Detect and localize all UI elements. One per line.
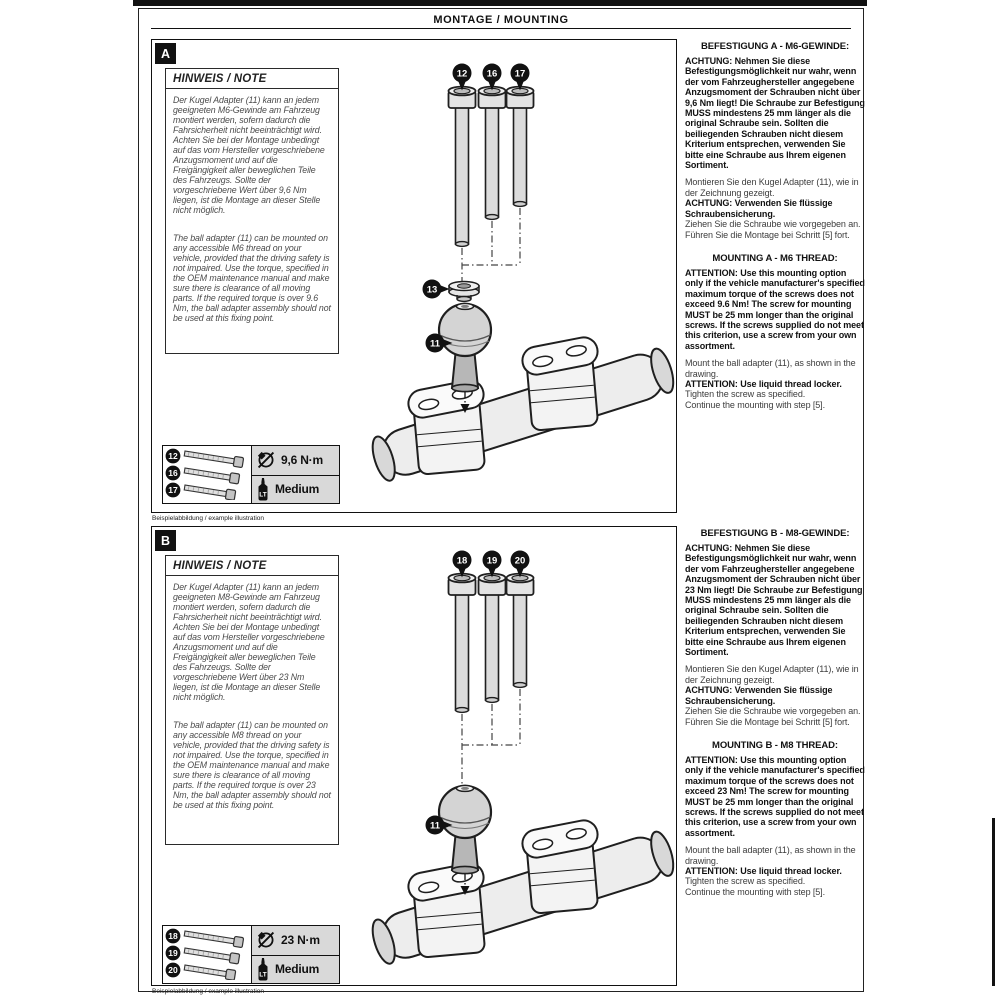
instruction-step: Tighten the screw as specified. [685, 876, 806, 887]
screw-16 [479, 87, 506, 220]
balloon-number: 20 [514, 555, 526, 567]
warning-text: ATTENTION: Use this mounting option only if the vehicle manufacturer's specified maximum torque of the screws does not exceed 23 Nm! The screw for mounting MUST be 25 mm longer than the original screws. If the screws supplied do not meet this criterion, use a screw from your own assortment. [685, 754, 865, 838]
note-english-text: The ball adapter (11) can be mounted on any accessible M6 thread on your vehicle, provided that the driving safety is not impaired. Use the torque, specified in the OEM maintenance manual and make sure there is clearance of all moving parts. If the required torque is over 9.6 Nm, the ball adapter assembly should not be used at this fixing point. [173, 233, 331, 323]
page-title: MONTAGE / MOUNTING [433, 14, 569, 26]
screw-shaft [514, 593, 527, 685]
screw-icon-thread [223, 955, 224, 959]
header-rule [151, 28, 851, 29]
screw-icon-shaft [184, 485, 226, 497]
instruction-step: Tighten the screw as specified. [685, 389, 806, 400]
screw-18 [449, 574, 476, 713]
screw-tip [456, 242, 469, 247]
balloon-number: 17 [514, 68, 526, 80]
manual-sheet [138, 8, 865, 995]
screw-icon-thread [198, 934, 199, 938]
note-english-text: The ball adapter (11) can be mounted on any accessible M8 thread on your vehicle, provided that the driving safety is not impaired. Use the torque, specified in the OEM maintenance manual and make sure there is clearance of all moving parts. If the required torque is over 23 Nm, the ball adapter assembly should not be used at this fixing point. [173, 720, 331, 810]
handlebar-assembly [368, 335, 677, 483]
panel-a-badge: A [155, 43, 176, 64]
screw-icon-thread [213, 490, 214, 494]
screw-shaft [486, 106, 499, 217]
threadlocker-bottle-icon [256, 478, 270, 501]
mounting-heading: BEFESTIGUNG B - M8-GEWINDE: [700, 528, 850, 539]
note-body [166, 89, 338, 345]
screw-icon-thread [203, 934, 204, 938]
screw-icon-thread [193, 933, 194, 937]
warning-text: ACHTUNG: Nehmen Sie diese Befestigungsmöglichkeit nur wahr, wenn der vom Fahrzeughersteller angegebene Anzugsmoment der Schrauben nicht über 23 Nm liegt! Die Schraube zur Befestigung MUSS mindestens 25 mm länger als die original Schraube sein. Sollten die beiliegenden Schrauben nicht diesem Kriterium entsprechen, verwenden Sie bitte eine Schraube aus Ihrem eigenen Sortiment. [685, 543, 863, 658]
screw-icon-thread [193, 470, 194, 474]
instruction-step: ACHTUNG: Verwenden Sie flüssige Schraubensicherung. [685, 198, 833, 219]
instruction-step: Mount the ball adapter (11), as shown in the drawing. [685, 845, 856, 866]
screw-icon-thread [203, 488, 204, 492]
ball [439, 304, 491, 356]
screw-icon-thread [198, 968, 199, 972]
ball-top-hole-inner [461, 787, 469, 790]
screw-icon-thread [193, 487, 194, 491]
warning-text: ATTENTION: Use this mounting option only if the vehicle manufacturer's specified maximum torque of the screws does not exceed 9.6 Nm! The screw for mounting MUST be 25 mm longer than the original screws. If the screws supplied do not meet this criterion, use a screw from your own assortment. [685, 267, 865, 351]
locker-strength: Medium [275, 482, 320, 497]
screw-icon-thread [223, 475, 224, 479]
note-german-text: Der Kugel Adapter (11) kann an jedem geeigneten M8-Gewinde am Fahrzeug montiert werden, sofern dadurch die Fahrsicherheit nicht beeinträchtigt wird. Achten Sie bei der Montage unbedingt auf das vom Hersteller vorgeschriebene Anzugsmoment und auf die Freigängigkeit aller beweglichen Teile des Fahrzeugs. Sollte der vorgeschriebene Wert über 23 Nm liegen, ist die Montage an dieser Stelle nicht möglich. [173, 582, 325, 702]
ball-top-hole-inner [461, 305, 469, 308]
screw-icon-thread [193, 950, 194, 954]
part-balloon-18 [166, 929, 181, 944]
balloon-number: 12 [456, 68, 468, 80]
instruction-step: Ziehen Sie die Schraube wie vorgegeben an. [685, 706, 861, 717]
screw-tip [514, 683, 527, 688]
warning-text: ACHTUNG: Nehmen Sie diese Befestigungsmöglichkeit nur wahr, wenn der vom Fahrzeughersteller angegebene Anzugsmoment der Schrauben nicht über 9,6 Nm liegt! Die Schraube zur Befestigung MUSS mindestens 25 mm länger als die original Schraube sein. Sollten die beiliegenden Schrauben nicht diesem Kriterium entsprechen, verwenden Sie bitte eine Schraube aus Ihrem eigenen Sortiment. [685, 56, 865, 171]
balloon-number: 16 [486, 68, 498, 80]
screw-icon-thread [213, 970, 214, 974]
instruction-step: ATTENTION: Use liquid thread locker. [685, 378, 842, 389]
part-balloon-13 [423, 280, 450, 299]
handlebar-assembly [368, 818, 677, 966]
ball-adapter-11 [439, 303, 491, 391]
washer-hole [458, 284, 471, 288]
spec-rows [251, 926, 339, 983]
threadlocker-spec-row [252, 475, 339, 504]
locker-strength: Medium [275, 962, 320, 977]
screw-icon-thread [198, 488, 199, 492]
balloon-number: 20 [168, 965, 178, 976]
ball-adapter-11 [439, 785, 491, 873]
bottle-label: LT [259, 491, 267, 499]
torque-wrench-icon [256, 930, 276, 950]
screw-icon-thread [213, 456, 214, 460]
instruction-step: Montieren Sie den Kugel Adapter (11), wie in der Zeichnung gezeigt. [685, 177, 859, 198]
mounting-heading: BEFESTIGUNG A - M6-GEWINDE: [700, 41, 850, 52]
threadlocker-bottle-icon [256, 958, 270, 981]
panel-b-note-box [165, 555, 339, 845]
screw-icon-head [225, 969, 235, 980]
torque-spec-row [252, 446, 339, 475]
balloon-number: 12 [168, 451, 178, 462]
panel-b-caption: Beispielabbildung / example illustration [152, 988, 265, 995]
balloon-number: 18 [168, 931, 178, 942]
bottle-label: LT [259, 971, 267, 979]
panel-b-instructions-column [685, 528, 865, 897]
screw-shaft [456, 593, 469, 710]
screw-icon-head [233, 456, 243, 467]
screw-icon-thread [208, 935, 209, 939]
screw-icon-thread [218, 474, 219, 478]
spec-screws-illustration [163, 926, 249, 980]
torque-spec-row [252, 926, 339, 955]
screw-shaft [514, 106, 527, 204]
screw-icon-shaft [184, 468, 230, 480]
screw-icon-thread [218, 491, 219, 495]
ball-stem-base [452, 384, 478, 391]
balloon-number: 16 [168, 468, 178, 479]
note-body [166, 576, 338, 832]
screw-icon-thread [218, 937, 219, 941]
torque-value: 23 N·m [281, 933, 320, 948]
instruction-step: Montieren Sie den Kugel Adapter (11), wie in der Zeichnung gezeigt. [685, 664, 859, 685]
threadlocker-spec-row [252, 955, 339, 984]
balloon-number: 11 [429, 338, 441, 350]
screw-icon-thread [198, 471, 199, 475]
part-balloon-20 [166, 963, 181, 978]
screw-icon-thread [208, 489, 209, 493]
screw-icon-thread [213, 473, 214, 477]
screw-icon-thread [203, 454, 204, 458]
balloon-number: 19 [486, 555, 498, 567]
panel-a [151, 39, 677, 513]
panel-a-spec-box [162, 445, 340, 504]
screw-icon-thread [203, 471, 204, 475]
panel-a-note-box [165, 68, 339, 354]
note-german-text: Der Kugel Adapter (11) kann an jedem geeigneten M6-Gewinde am Fahrzeug montiert werden, sofern dadurch die Fahrsicherheit nicht beeinträchtigt wird. Achten Sie bei der Montage unbedingt auf das vom Hersteller vorgeschriebene Anzugsmoment und auf die Freigängigkeit aller beweglichen Teile des Fahrzeugs. Sollte der vorgeschriebene Wert über 9,6 Nm liegen, ist die Montage an dieser Stelle nicht möglich. [173, 95, 325, 215]
screw-icon-thread [198, 454, 199, 458]
instruction-step: Mount the ball adapter (11), as shown in the drawing. [685, 358, 856, 379]
screw-icon-thread [223, 938, 224, 942]
screw-icon-thread [213, 953, 214, 957]
balloon-number: 17 [168, 485, 178, 496]
screw-20 [507, 574, 534, 688]
screw-icon-thread [208, 969, 209, 973]
spec-screws-illustration [163, 446, 249, 500]
instruction-step: Continue the mounting with step [5]. [685, 886, 825, 897]
screw-19 [479, 574, 506, 703]
panel-a-caption: Beispielabbildung / example illustration [152, 515, 265, 522]
mounting-heading: MOUNTING B - M8 THREAD: [712, 739, 838, 751]
screw-icon-shaft [184, 965, 226, 977]
screw-icon-20 [184, 963, 236, 980]
panel-b-spec-box [162, 925, 340, 984]
screw-icon-thread [223, 458, 224, 462]
panel-b [151, 526, 677, 986]
screw-icon-17 [184, 483, 236, 500]
screw-icon-thread [188, 452, 189, 456]
screw-icon-thread [193, 453, 194, 457]
balloon-number: 18 [456, 555, 468, 567]
screw-tip [514, 202, 527, 207]
spec-rows [251, 446, 339, 503]
screw-icon-16 [184, 466, 240, 484]
screw-icon-head [229, 473, 239, 484]
instruction-step: Ziehen Sie die Schraube wie vorgegeben an. [685, 219, 861, 230]
note-title: HINWEIS / NOTE [166, 556, 338, 576]
note-title: HINWEIS / NOTE [166, 69, 338, 89]
balloon-number: 13 [426, 284, 438, 296]
balloon-number: 19 [168, 948, 178, 959]
mounting-heading: MOUNTING A - M6 THREAD: [712, 252, 838, 264]
screw-icon-thread [193, 967, 194, 971]
screw-icon-thread [188, 949, 189, 953]
screw-tip [486, 215, 499, 220]
torque-value: 9,6 N·m [281, 453, 323, 468]
screw-icon-thread [203, 951, 204, 955]
screw-icon-19 [184, 946, 240, 964]
screw-icon-12 [184, 449, 244, 468]
screw-icon-thread [218, 954, 219, 958]
panel-a-instructions-column [685, 41, 865, 410]
page-top-edge [133, 0, 867, 6]
screw-icon-thread [208, 455, 209, 459]
washer-13 [449, 282, 479, 302]
screw-icon-thread [218, 971, 219, 975]
screw-icon-thread [198, 951, 199, 955]
washer-hub-bottom [457, 297, 471, 302]
screw-icon-shaft [184, 931, 234, 944]
screw-icon-thread [208, 472, 209, 476]
scan-artifact-line [992, 818, 995, 986]
screw-icon-18 [184, 929, 244, 948]
instruction-step: Führen Sie die Montage bei Schritt [5] fort. [685, 229, 850, 240]
instruction-step: Führen Sie die Montage bei Schritt [5] fort. [685, 716, 850, 727]
part-balloon-12 [166, 449, 181, 464]
screw-icon-shaft [184, 948, 230, 960]
screw-icon-shaft [184, 451, 234, 464]
instruction-step: Continue the mounting with step [5]. [685, 399, 825, 410]
screw-icon-thread [188, 932, 189, 936]
part-balloon-17 [166, 483, 181, 498]
panel-b-badge: B [155, 530, 176, 551]
screw-shaft [486, 593, 499, 700]
balloon-number: 11 [429, 820, 441, 832]
part-balloon-19 [166, 946, 181, 961]
screw-icon-thread [188, 966, 189, 970]
screw-icon-head [233, 936, 243, 947]
screw-icon-thread [208, 952, 209, 956]
screw-icon-thread [188, 469, 189, 473]
instruction-step: ACHTUNG: Verwenden Sie flüssige Schraubensicherung. [685, 685, 833, 706]
screw-tip [456, 708, 469, 713]
screw-icon-thread [213, 936, 214, 940]
screw-icon-head [229, 953, 239, 964]
screw-icon-head [225, 489, 235, 500]
part-balloon-16 [166, 466, 181, 481]
torque-wrench-icon [256, 450, 276, 470]
screw-icon-thread [203, 968, 204, 972]
screw-12 [449, 87, 476, 247]
ball [439, 786, 491, 838]
ball-stem-base [452, 866, 478, 873]
instruction-step: ATTENTION: Use liquid thread locker. [685, 865, 842, 876]
screw-tip [486, 698, 499, 703]
screw-icon-thread [218, 457, 219, 461]
screw-icon-thread [188, 486, 189, 490]
screw-shaft [456, 106, 469, 244]
screw-17 [507, 87, 534, 207]
